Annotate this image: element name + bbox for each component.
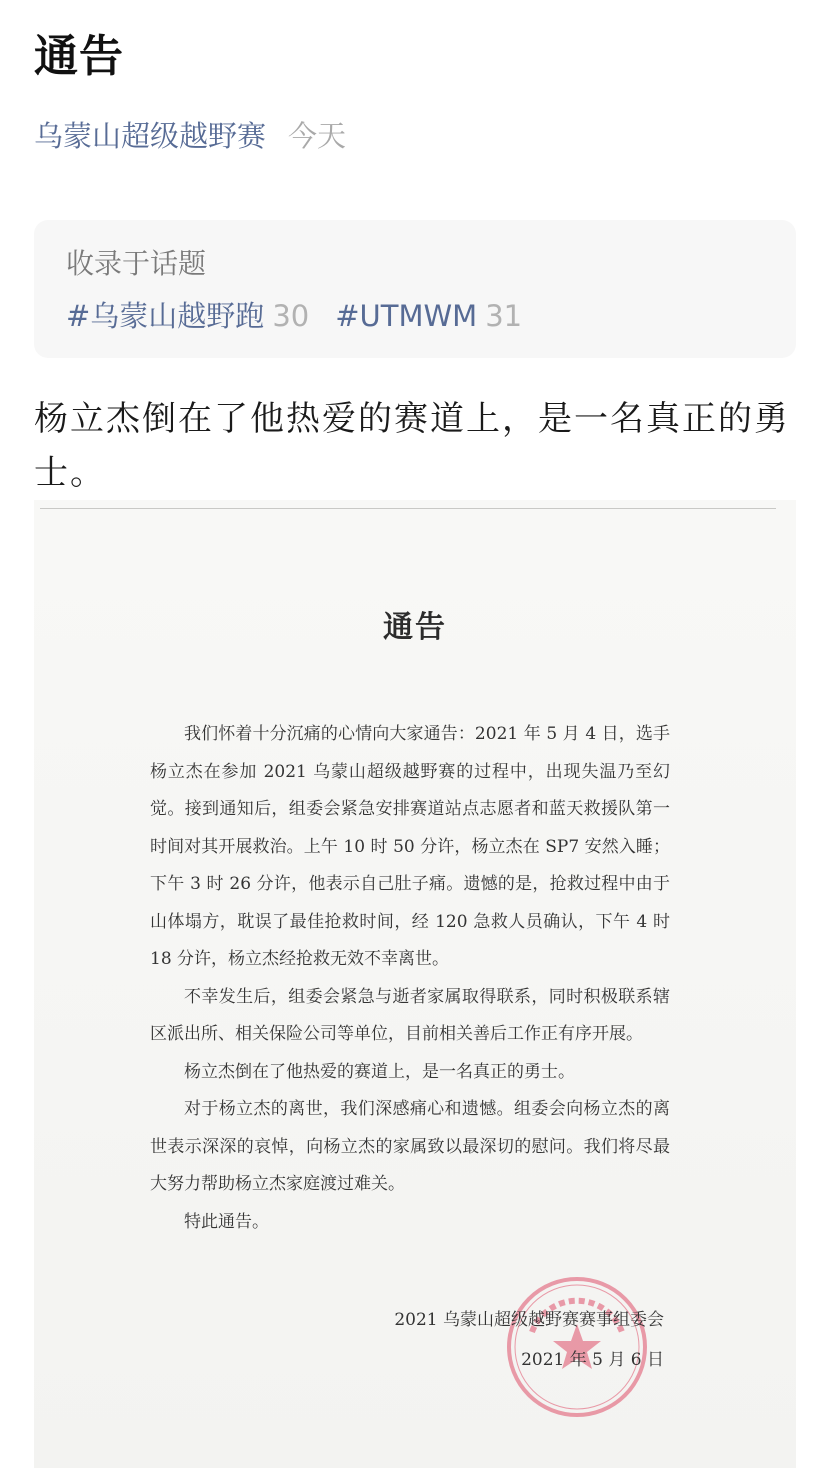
document-paragraph: 杨立杰倒在了他热爱的赛道上，是一名真正的勇士。 [184, 1061, 575, 1082]
notice-document-image[interactable] [34, 500, 796, 1468]
topic-tag-count: 31 [485, 299, 523, 333]
document-paragraph: 不幸发生后，组委会紧急与逝者家属取得联系，同时积极联系辖区派出所、相关保险公司等单位，目前相关善后工作正有序开展。 [150, 986, 670, 1044]
topic-list [66, 296, 764, 336]
topic-collection-box [34, 220, 796, 358]
document-title: 通告 [383, 610, 447, 645]
topic-tag-count: 30 [272, 299, 310, 333]
publish-time: 今天 [288, 119, 347, 153]
document-signature: 2021 乌蒙山超级越野赛赛事组委会 [394, 1310, 664, 1330]
topic-tag-utmwm[interactable] [335, 296, 522, 336]
topic-tag-wumengshan[interactable] [66, 296, 309, 336]
article-body-text: 杨立杰倒在了他热爱的赛道上，是一名真正的勇士。 [34, 399, 790, 493]
topic-tag-label: #乌蒙山越野跑 [66, 299, 265, 333]
document-date: 2021 年 5 月 6 日 [521, 1350, 664, 1370]
document-top-edge [40, 508, 776, 509]
article-title: 通告 [34, 31, 124, 82]
article-meta [34, 114, 346, 158]
topic-tag-label: #UTMWM [335, 299, 478, 333]
document-paragraph: 特此通告。 [184, 1211, 269, 1232]
account-name-link[interactable]: 乌蒙山超级越野赛 [34, 119, 267, 153]
topic-heading: 收录于话题 [66, 247, 207, 280]
document-paragraph: 我们怀着十分沉痛的心情向大家通告：2021 年 5 月 4 日，选手杨立杰在参加 2021 乌蒙山超级越野赛的过程中，出现失温乃至幻觉。接到通知后，组委会紧急安排赛道站点志愿者和蓝天救援队第一时间对其开展救治。上午 10 时 50 分许，杨立杰在 SP7 安然入睡；下午 3 时 26 分许，他表示自己肚子痛。遗憾的是，抢救过程中由于山体塌方，耽误了最佳抢救时间，经 120 急救人员确认，下午 4 时 18 分许，杨立杰经抢救无效不幸离世。 [150, 724, 670, 969]
document-paragraph: 对于杨立杰的离世，我们深感痛心和遗憾。组委会向杨立杰的离世表示深深的哀悼，向杨立杰的家属致以最深切的慰问。我们将尽最大努力帮助杨立杰家庭渡过难关。 [150, 1099, 670, 1194]
document-body [150, 716, 670, 1241]
